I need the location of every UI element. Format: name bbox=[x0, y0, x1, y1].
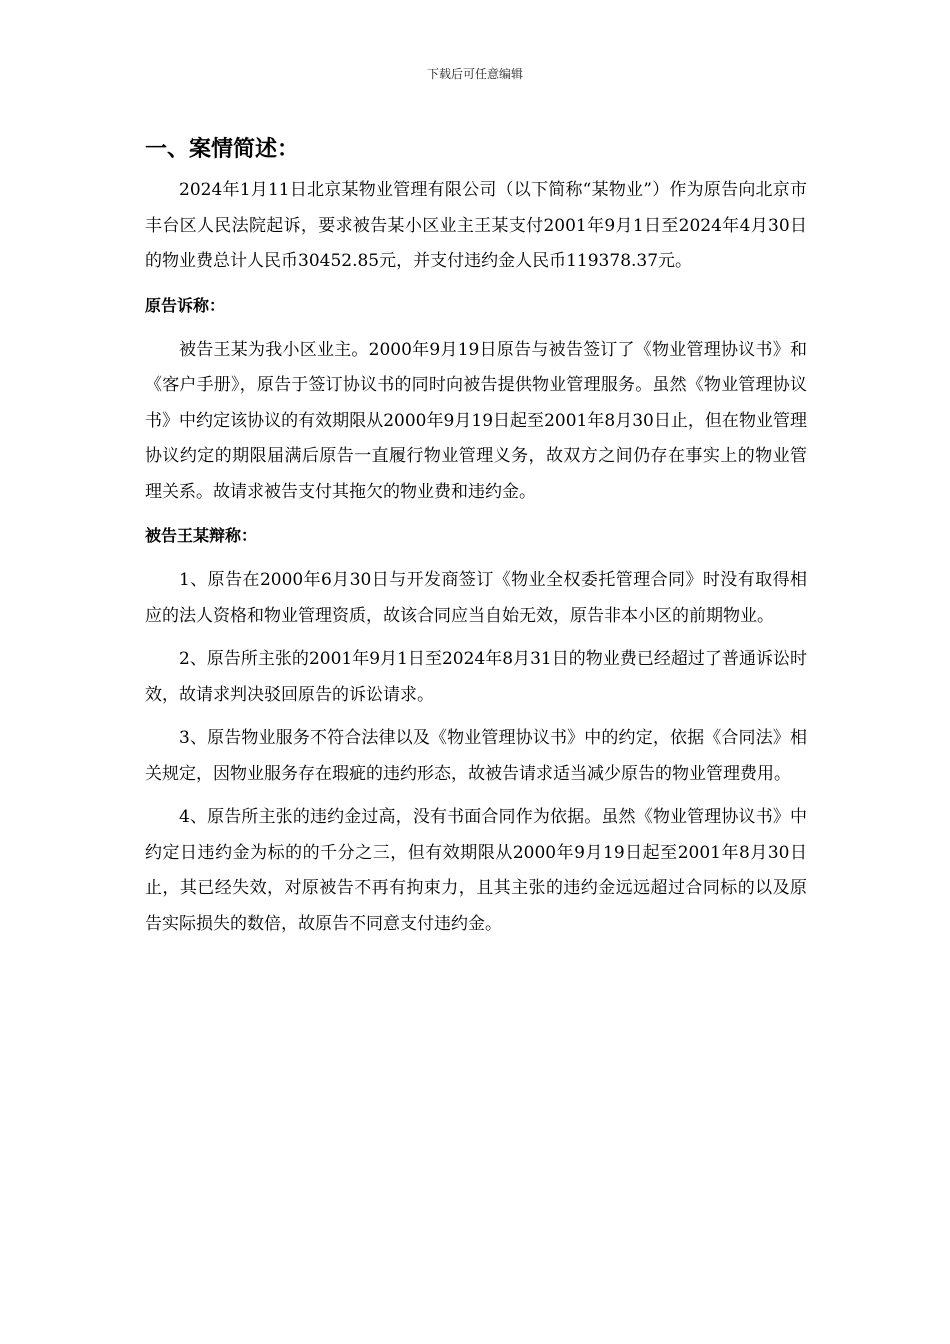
defendant-point-3: 3、原告物业服务不符合法律以及《物业管理协议书》中的约定，依据《合同法》相关规定，因物业服务存在瑕疵的违约形态，故被告请求适当减少原告的物业管理费用。 bbox=[145, 728, 807, 784]
plaintiff-paragraph: 被告王某为我小区业主。2000年9月19日原告与被告签订了《物业管理协议书》和《客户手册》，原告于签订协议书的同时向被告提供物业管理服务。虽然《物业管理协议书》中约定该协议的有效期限从2000年9月19日起至2001年8月30日止，但在物业管理协议约定的期限届满后原告一直履行物业管理义务，故双方之间仍存在事实上的物业管理关系。故请求被告支付其拖欠的物业费和违约金。 bbox=[145, 339, 807, 502]
document-body bbox=[145, 135, 807, 950]
intro-paragraph: 2024年1月11日北京某物业管理有限公司（以下简称“某物业”）作为原告向北京市丰台区人民法院起诉，要求被告某小区业主王某支付2001年9月1日至2024年4月30日的物业费总计人民币30452.85元，并支付违约金人民币119378.37元。 bbox=[145, 180, 807, 271]
defendant-point-1: 1、原告在2000年6月30日与开发商签订《物业全权委托管理合同》时没有取得相应的法人资格和物业管理资质，故该合同应当自始无效，原告非本小区的前期物业。 bbox=[145, 570, 807, 626]
defendant-heading: 被告王某辩称： bbox=[145, 526, 258, 545]
page-header-note: 下载后可任意编辑 bbox=[426, 67, 523, 81]
defendant-point-2: 2、原告所主张的2001年9月1日至2024年8月31日的物业费已经超过了普通诉讼时效，故请求判决驳回原告的诉讼请求。 bbox=[145, 649, 807, 705]
plaintiff-heading: 原告诉称： bbox=[145, 295, 226, 315]
section-title: 一、案情简述： bbox=[145, 137, 300, 162]
defendant-point-4: 4、原告所主张的违约金过高，没有书面合同作为依据。虽然《物业管理协议书》中约定日违约金为标的的千分之三，但有效期限从2000年9月19日起至2001年8月30日止，其已经失效，对原被告不再有拘束力，且其主张的违约金远远超过合同标的以及原告实际损失的数倍，故原告不同意支付违约金。 bbox=[145, 807, 807, 934]
